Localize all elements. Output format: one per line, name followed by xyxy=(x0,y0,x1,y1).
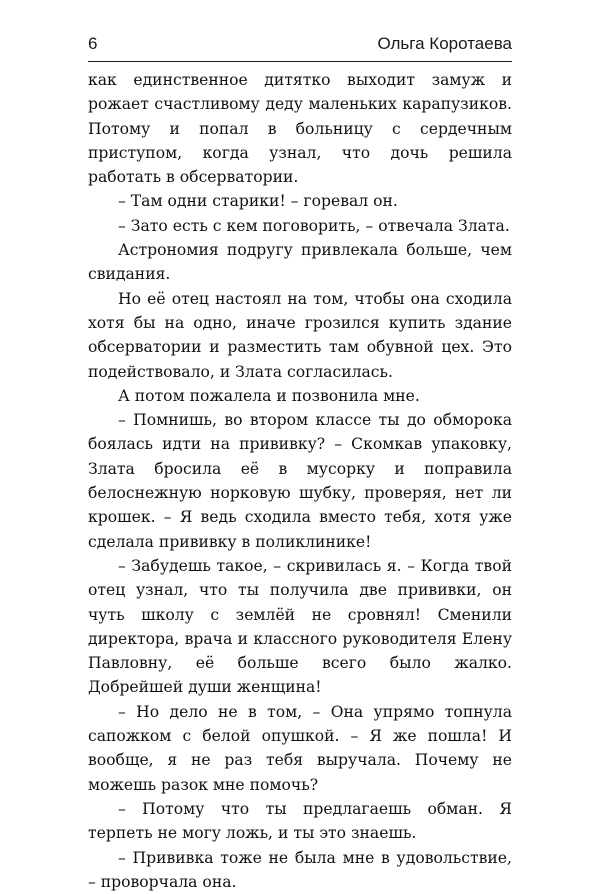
paragraph: – Потому что ты предлагаешь обман. Я терпеть не могу ложь, и ты это знаешь. xyxy=(88,797,512,846)
page-number: 6 xyxy=(88,34,97,54)
paragraph: Астрономия подругу привлекала больше, чем свидания. xyxy=(88,238,512,287)
paragraph: – Там одни старики! – горевал он. xyxy=(88,189,512,213)
paragraph: Но её отец настоял на том, чтобы она сходила хотя бы на одно, иначе грозился купить здание обсерватории и разместить там обувной цех. Это подействовало, и Злата согласилась. xyxy=(88,287,512,384)
paragraph: – Забудешь такое, – скривилась я. – Когда твой отец узнал, что ты получила две прививки, он чуть школу с землёй не сровнял! Сменили директора, врача и классного руководителя Елену Павловну, её больше всего было жалко. Добрейшей души женщина! xyxy=(88,554,512,700)
paragraph: – Но дело не в том, – Она упрямо топнула сапожком с белой опушкой. – Я же пошла! И вообще, я не раз тебя выручала. Почему не можешь разок мне помочь? xyxy=(88,700,512,797)
body-text xyxy=(88,68,512,894)
paragraph: А потом пожалела и позвонила мне. xyxy=(88,384,512,408)
author-name: Ольга Коротаева xyxy=(377,34,512,54)
paragraph: как единственное дитятко выходит замуж и рожает счастливому деду маленьких карапузиков. Потому и попал в больницу с сердечным приступом, когда узнал, что дочь решила работать в обсерватории. xyxy=(88,68,512,189)
running-head xyxy=(88,30,512,54)
paragraph: – Зато есть с кем поговорить, – отвечала Злата. xyxy=(88,214,512,238)
paragraph: – Помнишь, во втором классе ты до обморока боялась идти на прививку? – Скомкав упаковку, Злата бросила её в мусорку и поправила белоснежную норковую шубку, проверяя, нет ли крошек. – Я ведь сходила вместо тебя, хотя уже сделала прививку в поликлинике! xyxy=(88,408,512,554)
header-rule xyxy=(88,61,512,62)
paragraph: – Прививка тоже не была мне в удовольствие, – проворчала она. xyxy=(88,846,512,894)
